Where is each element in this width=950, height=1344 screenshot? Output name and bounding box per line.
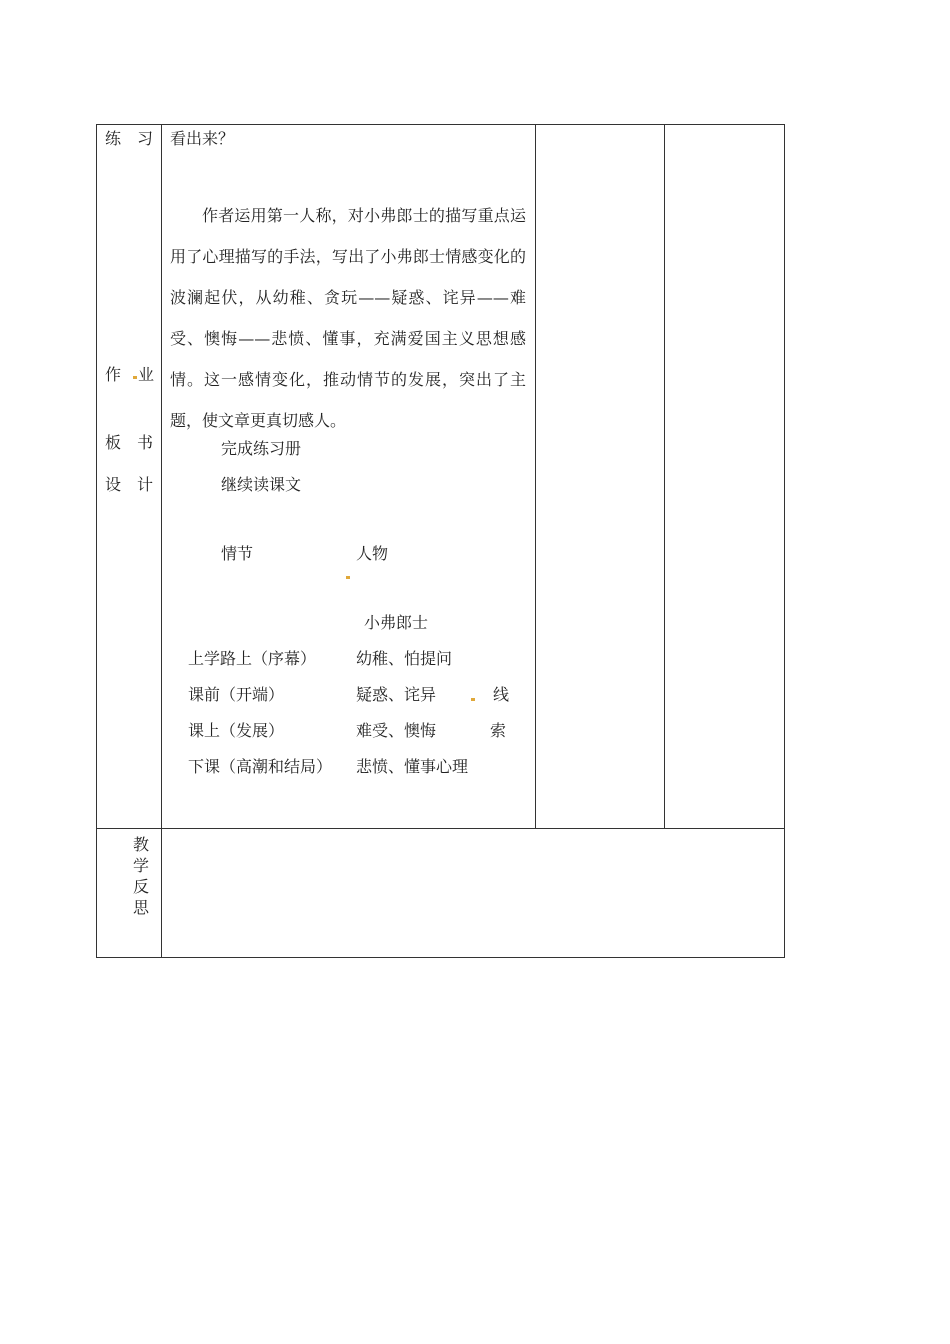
board-header-character: 人物 — [356, 544, 389, 563]
board-feeling-4: 悲愤、懂事心理 — [356, 757, 469, 776]
column-divider — [664, 124, 665, 828]
board-plot-3: 课上（发展） — [188, 721, 285, 740]
homework-item-2: 继续读课文 — [221, 475, 302, 494]
question-end-text: 看出来？ — [170, 129, 235, 148]
board-header-plot: 情节 — [221, 544, 254, 563]
label-teaching-reflection: 教学反思 — [132, 835, 149, 917]
board-plot-2: 课前（开端） — [188, 685, 285, 704]
label-homework-1: 作 — [105, 365, 122, 384]
analysis-paragraph — [170, 195, 526, 441]
label-homework-2: 业 — [138, 365, 155, 384]
marker-dot — [133, 376, 137, 379]
board-clue-1: 线 — [493, 685, 510, 704]
board-plot-1: 上学路上（序幕） — [188, 649, 317, 668]
column-divider — [161, 124, 162, 958]
analysis-text: 作者运用第一人称，对小弗郎士的描写重点运用了心理描写的手法，写出了小弗郎士情感变化的波澜起伏，从幼稚、贪玩——疑惑、诧异——难受、懊悔——悲愤、懂事，充满爱国主义思想感情。这一感情变化，推动情节的发展，突出了主题，使文章更真切感人。 — [170, 206, 526, 430]
label-board-2: 书 — [137, 433, 154, 452]
label-board-1: 板 — [105, 433, 122, 452]
label-design-2: 计 — [137, 475, 154, 494]
marker-dot — [346, 576, 350, 579]
board-feeling-2: 疑惑、诧异 — [356, 685, 437, 704]
homework-item-1: 完成练习册 — [221, 439, 302, 458]
marker-dot — [471, 698, 475, 701]
board-feeling-3: 难受、懊悔 — [356, 721, 437, 740]
label-practice-1: 练 — [105, 129, 122, 148]
board-character-name: 小弗郎士 — [364, 613, 429, 632]
board-feeling-1: 幼稚、怕提问 — [356, 649, 453, 668]
board-plot-4: 下课（高潮和结局） — [188, 757, 333, 776]
label-practice-2: 习 — [137, 129, 154, 148]
column-divider — [535, 124, 536, 828]
label-design-1: 设 — [105, 475, 122, 494]
row-divider — [96, 828, 785, 829]
board-clue-2: 索 — [490, 721, 507, 740]
